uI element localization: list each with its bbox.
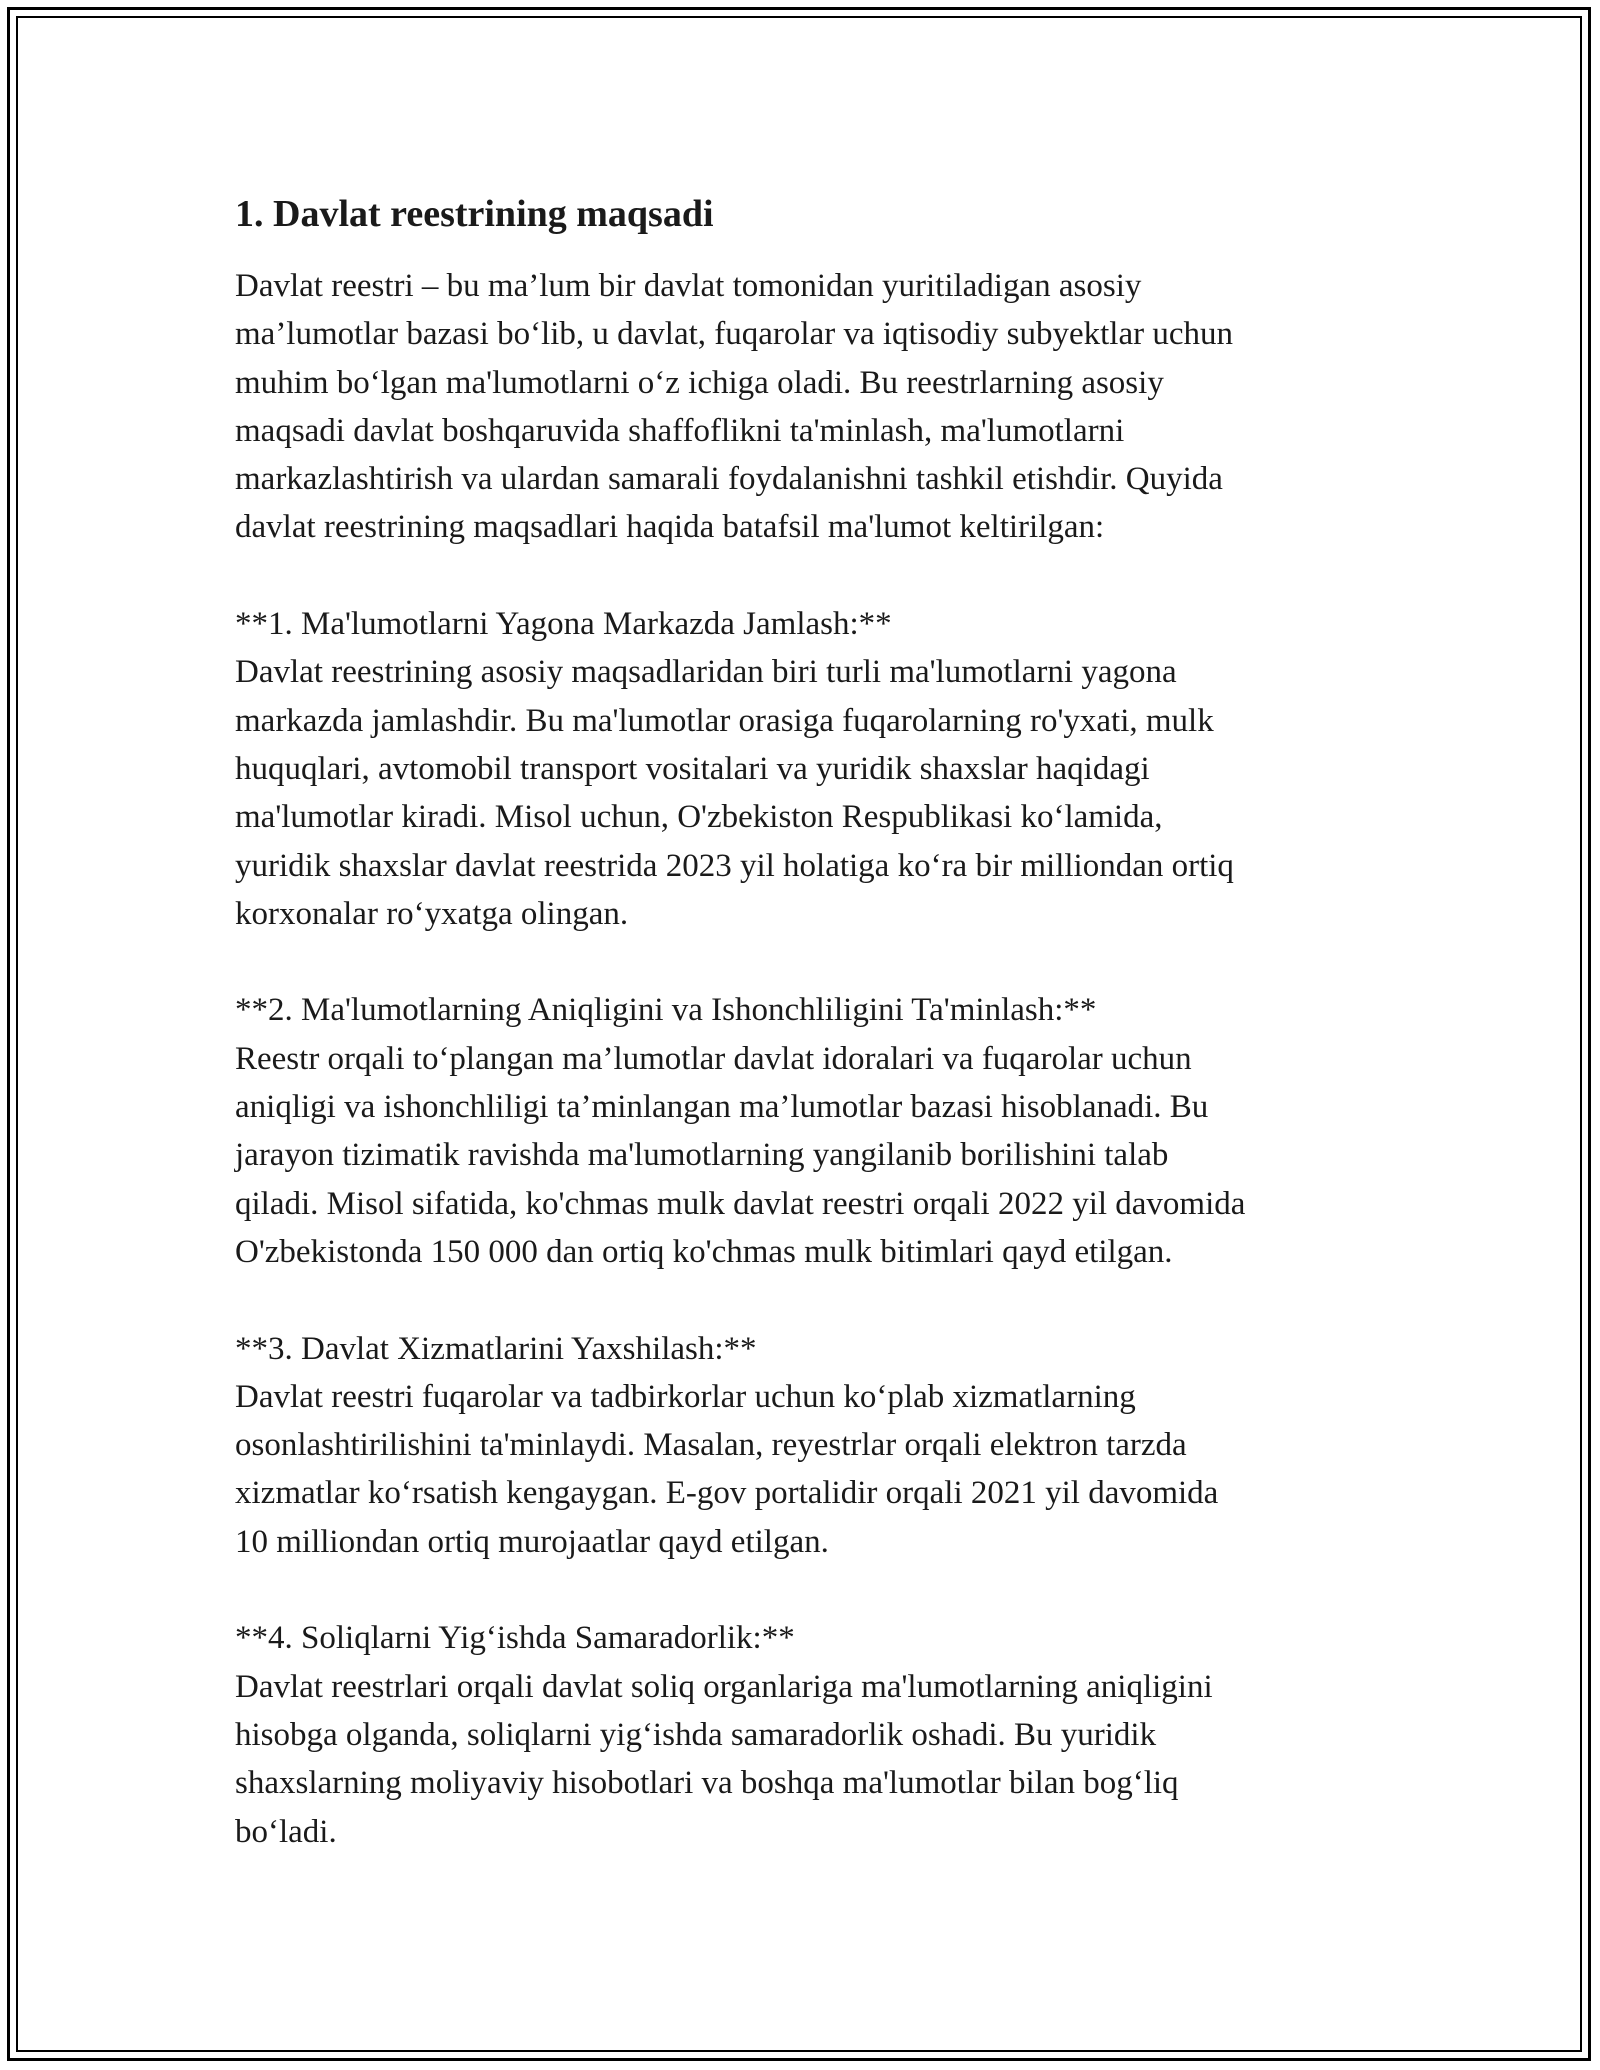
section-body-3: Davlat reestri fuqarolar va tadbirkorlar uchun ko‘plab xizmatlarning osonlashtirilishini ta'minlaydi. Masalan, reyestrlar orqali elektron tarzda xizmatlar ko‘rsatish kengaygan. E-gov portalidir orqali 2021 yil davomida 10 milliondan ortiq murojaatlar qayd etilgan. [235,1378,1219,1560]
intro-paragraph: Davlat reestri – bu ma’lum bir davlat tomonidan yuritiladigan asosiy ma’lumotlar bazasi bo‘lib, u davlat, fuqarolar va iqtisodiy subyektlar uchun muhim bo‘lgan ma'lumotlarni o‘z ichiga oladi. Bu reestrlarning asosiy maqsadi davlat boshqaruvida shaffoflikni ta'minlash, ma'lumotlarni markazlashtirish va ulardan samarali foydalanishni tashkil etishdir. Quyida davlat reestrining maqsadlari haqida batafsil ma'lumot keltirilgan: [235,268,1233,546]
section-title-3: **3. Davlat Xizmatlarini Yaxshilash:** [235,1330,757,1367]
section-body-1: Davlat reestrining asosiy maqsadlaridan biri turli ma'lumotlarni yagona markazda jamlashdir. Bu ma'lumotlar orasiga fuqarolarning ro'yxati, mulk huquqlari, avtomobil transport vositalari va yuridik shaxslar haqidagi ma'lumotlar kiradi. Misol uchun, O'zbekiston Respublikasi ko‘lamida, yuridik shaxslar davlat reestrida 2023 yil holatiga ko‘ra bir milliondan ortiq korxonalar ro‘yxatga olingan. [235,654,1234,932]
blank-line [235,1566,1395,1614]
section-title-2: **2. Ma'lumotlarning Aniqligini va Ishonchliligini Ta'minlash:** [235,992,1097,1029]
document-content [235,186,1395,1856]
blank-line [235,552,1395,600]
section-title-4: **4. Soliqlarni Yig‘ishda Samaradorlik:** [235,1620,795,1657]
section-body-2: Reestr orqali to‘plangan ma’lumotlar davlat idoralari va fuqarolar uchun aniqligi va ishonchliligi ta’minlangan ma’lumotlar bazasi hisoblanadi. Bu jarayon tizimatik ravishda ma'lumotlarning yangilanib borilishini talab qiladi. Misol sifatida, ko'chmas mulk davlat reestri orqali 2022 yil davomida O'zbekistonda 150 000 dan ortiq ko'chmas mulk bitimlari qayd etilgan. [235,1040,1246,1270]
document-heading: 1. Davlat reestrining maqsadi [235,193,714,235]
section-body-4: Davlat reestrlari orqali davlat soliq organlariga ma'lumotlarning aniqligini hisobga olganda, soliqlarni yig‘ishda samaradorlik oshadi. Bu yuridik shaxslarning moliyaviy hisobotlari va boshqa ma'lumotlar bilan bog‘liq bo‘ladi. [235,1668,1213,1850]
blank-line [235,1276,1395,1324]
blank-line [235,938,1395,986]
section-title-1: **1. Ma'lumotlarni Yagona Markazda Jamlash:** [235,606,892,643]
